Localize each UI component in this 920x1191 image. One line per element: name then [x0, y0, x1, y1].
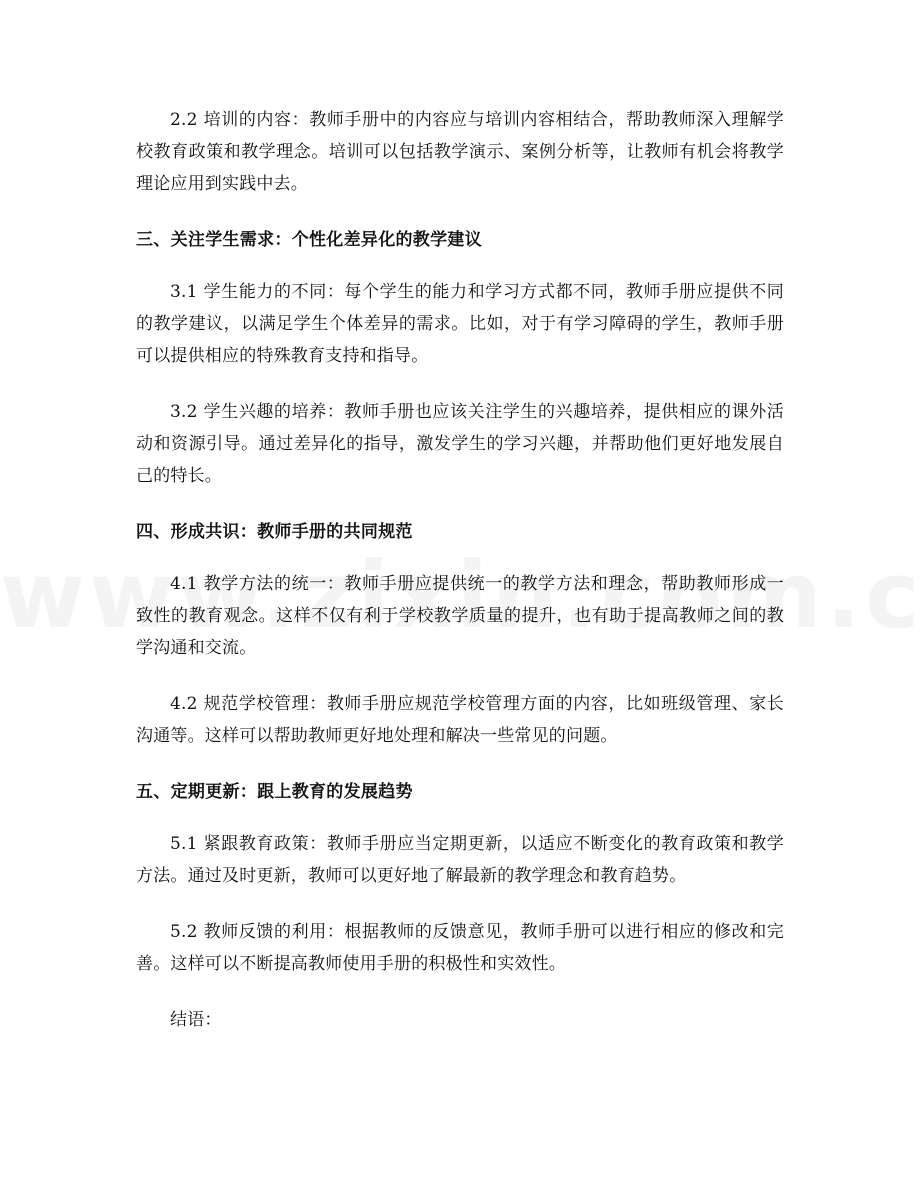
paragraph-3-2: 3.2 学生兴趣的培养：教师手册也应该关注学生的兴趣培养，提供相应的课外活动和资源引导。通过差异化的指导，激发学生的学习兴趣，并帮助他们更好地发展自己的特长。: [136, 402, 784, 486]
paragraph-5-2: 5.2 教师反馈的利用：根据教师的反馈意见，教师手册可以进行相应的修改和完善。这样可以不断提高教师使用手册的积极性和实效性。: [136, 922, 784, 974]
paragraph-5-1: 5.1 紧跟教育政策：教师手册应当定期更新，以适应不断变化的教育政策和教学方法。通过及时更新，教师可以更好地了解最新的教学理念和教育趋势。: [136, 834, 784, 886]
section-heading-5: 五、定期更新：跟上教育的发展趋势: [136, 782, 413, 802]
paragraph-2-2: 2.2 培训的内容：教师手册中的内容应与培训内容相结合，帮助教师深入理解学校教育政策和教学理念。培训可以包括教学演示、案例分析等，让教师有机会将教学理论应用到实践中去。: [136, 110, 784, 194]
paragraph-4-2: 4.2 规范学校管理：教师手册应规范学校管理方面的内容，比如班级管理、家长沟通等。这样可以帮助教师更好地处理和解决一些常见的问题。: [136, 694, 784, 746]
section-heading-3: 三、关注学生需求：个性化差异化的教学建议: [136, 230, 482, 250]
section-heading-4: 四、形成共识：教师手册的共同规范: [136, 522, 413, 542]
paragraph-3-1: 3.1 学生能力的不同：每个学生的能力和学习方式都不同，教师手册应提供不同的教学建议，以满足学生个体差异的需求。比如，对于有学习障碍的学生，教师手册可以提供相应的特殊教育支持和指导。: [136, 282, 784, 366]
document-body: [136, 104, 784, 1036]
paragraph-conclusion: 结语：: [170, 1010, 222, 1030]
paragraph-4-1: 4.1 教学方法的统一：教师手册应提供统一的教学方法和理念，帮助教师形成一致性的教育观念。这样不仅有利于学校教学质量的提升，也有助于提高教师之间的教学沟通和交流。: [136, 574, 784, 658]
